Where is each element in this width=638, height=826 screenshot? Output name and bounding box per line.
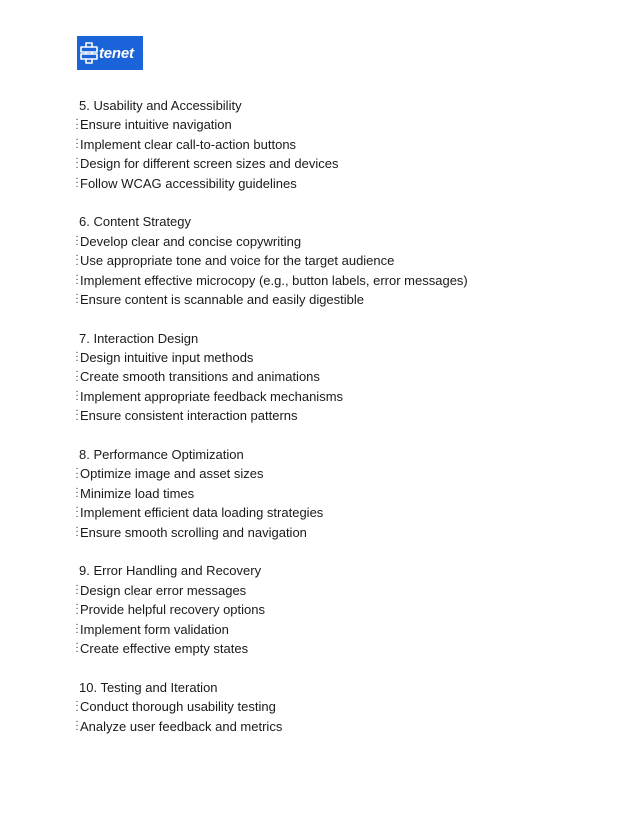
bullet-glyph-icon: • • • [75, 291, 79, 306]
list-item [0, 600, 638, 619]
bullet-glyph-icon: • • • [75, 524, 79, 538]
bullet-glyph-icon: • • • [75, 640, 79, 655]
list-item-text: Provide helpful recovery options [80, 602, 265, 618]
list-item [0, 406, 638, 425]
list-item [0, 639, 638, 658]
list-item-text: Conduct thorough usability testing [80, 699, 276, 715]
bullet-glyph-icon: • • • [75, 136, 79, 151]
list-item-text: Ensure content is scannable and easily digestible [80, 291, 365, 307]
list-item [0, 290, 638, 309]
brand-name: tenet [99, 44, 134, 62]
list-item-text: Create smooth transitions and animations [80, 369, 320, 385]
section-heading: 6. Content Strategy [79, 214, 192, 230]
list-item [0, 503, 638, 522]
bullet-glyph-icon: • • • [75, 175, 79, 189]
bullet-glyph-icon: • • • [75, 485, 79, 500]
bullet-glyph-icon: • • • [75, 718, 79, 732]
list-item [0, 251, 638, 270]
bullet-glyph-icon: • • • [75, 156, 79, 170]
section-heading: 10. Testing and Iteration [79, 679, 218, 695]
section [0, 329, 638, 426]
list-item [0, 387, 638, 406]
bullet-glyph-icon: • • • [75, 408, 79, 422]
bullet-glyph-icon: • • • [75, 272, 79, 286]
section-heading: 5. Usability and Accessibility [79, 98, 242, 113]
document-body [0, 96, 638, 755]
bullet-glyph-icon: • • • [75, 699, 79, 713]
section-heading: 7. Interaction Design [79, 330, 199, 346]
list-item-text: Minimize load times [80, 485, 195, 501]
list-item-text: Implement effective microcopy (e.g., button labels, error messages) [80, 272, 468, 288]
section-heading: 9. Error Handling and Recovery [79, 563, 262, 579]
tenet-logo-icon [80, 42, 98, 64]
bullet-glyph-icon: • • • [75, 466, 79, 480]
list-item [0, 174, 638, 193]
list-item [0, 271, 638, 290]
list-item [0, 464, 638, 483]
list-item [0, 484, 638, 503]
list-item-text: Use appropriate tone and voice for the target audience [80, 253, 395, 269]
section [0, 445, 638, 542]
list-item [0, 135, 638, 154]
list-item [0, 697, 638, 716]
list-item-text: Ensure consistent interaction patterns [80, 408, 298, 424]
bullet-glyph-icon: • • • [75, 621, 79, 635]
list-item-text: Implement clear call-to-action buttons [80, 136, 297, 152]
list-item-text: Implement appropriate feedback mechanisms [80, 388, 344, 404]
bullet-glyph-icon: • • • [75, 582, 79, 597]
list-item-text: Implement efficient data loading strategies [80, 505, 324, 521]
bullet-glyph-icon: • • • [75, 369, 79, 383]
list-item [0, 367, 638, 386]
list-item [0, 717, 638, 736]
list-item [0, 581, 638, 600]
list-item-text: Design intuitive input methods [80, 350, 254, 366]
list-item-text: Create effective empty states [80, 640, 249, 656]
section [0, 212, 638, 309]
section [0, 561, 638, 658]
tenet-logo [77, 36, 143, 70]
section-heading: 8. Performance Optimization [79, 447, 244, 463]
section [0, 678, 638, 736]
list-item [0, 523, 638, 542]
list-item-text: Develop clear and concise copywriting [80, 233, 302, 249]
list-item-text: Ensure smooth scrolling and navigation [80, 524, 307, 540]
list-item-text: Design clear error messages [80, 582, 247, 598]
list-item [0, 115, 638, 134]
bullet-glyph-icon: • • • [75, 505, 79, 519]
bullet-glyph-icon: • • • [75, 233, 79, 248]
list-item [0, 232, 638, 251]
list-item-text: Follow WCAG accessibility guidelines [80, 175, 297, 191]
list-item-text: Optimize image and asset sizes [80, 466, 264, 482]
list-item [0, 620, 638, 639]
list-item [0, 154, 638, 173]
bullet-glyph-icon: • • • [75, 602, 79, 616]
list-item-text: Design for different screen sizes and devices [80, 156, 339, 172]
list-item-text: Analyze user feedback and metrics [80, 718, 283, 734]
list-item [0, 348, 638, 367]
list-item-text: Ensure intuitive navigation [80, 117, 232, 133]
bullet-glyph-icon: • • • [75, 350, 79, 364]
section [0, 96, 638, 193]
bullet-glyph-icon: • • • [75, 388, 79, 403]
list-item-text: Implement form validation [80, 621, 229, 637]
bullet-glyph-icon: • • • [75, 117, 79, 131]
bullet-glyph-icon: • • • [75, 253, 79, 267]
